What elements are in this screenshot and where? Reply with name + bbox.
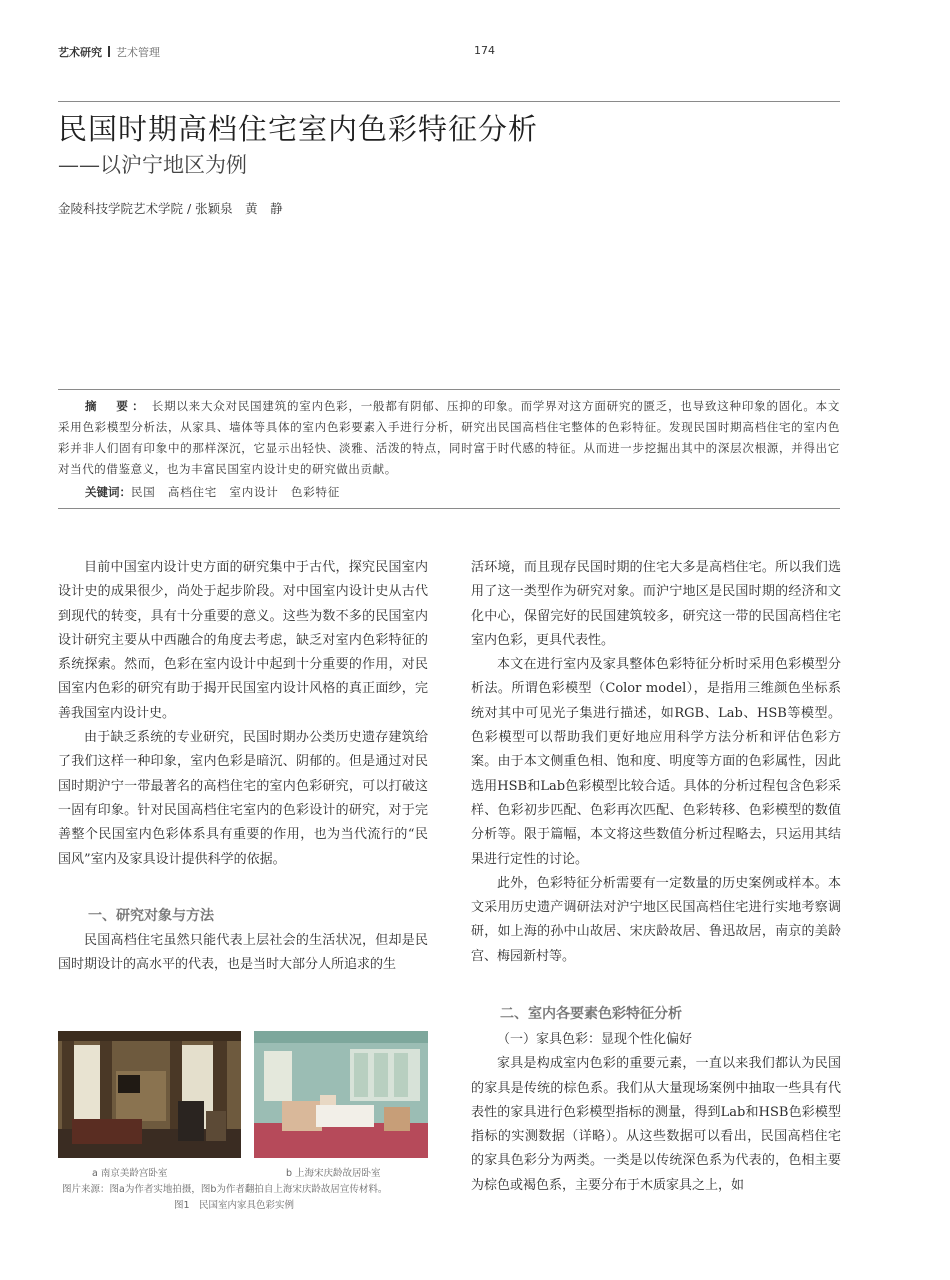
- header-divider: [108, 46, 110, 57]
- bedroom-photo-b: [254, 1031, 428, 1158]
- journal-subsection: 艺术管理: [116, 46, 160, 59]
- keywords: [85, 484, 340, 500]
- running-header: [58, 44, 160, 60]
- journal-section: 艺术研究: [58, 46, 102, 59]
- paragraph: 由于缺乏系统的专业研究，民国时期办公类历史遗存建筑给了我们这样一种印象，室内色彩是暗沉、阴郁的。但是通过对民国时期沪宁一带最著名的高档住宅的室内色彩研究，可以打破这一固有印象。针对民国高档住宅室内的色彩设计的研究，对于完善整个民国室内色彩体系具有重要的作用，也为当代流行的“民国风”室内及家具设计提供科学的依据。: [58, 730, 428, 867]
- article-title: 民国时期高档住宅室内色彩特征分析: [58, 112, 539, 146]
- paragraph: 家具是构成室内色彩的重要元素，一直以来我们都认为民国的家具是传统的棕色系。我们从大量现场案例中抽取一些具有代表性的家具进行色彩模型指标的测量，得到Lab和HSB色彩模型指标的实测数据（详略）。从这些数据可以看出，民国高档住宅的家具色彩分为两类。一类是以传统深色系为代表的，色相主要为棕色或褐色系，主要分布于木质家具之上，如: [471, 1056, 841, 1193]
- keywords-label: 关键词：: [85, 485, 131, 499]
- subsection-heading: （一）家具色彩：显现个性化偏好: [497, 1032, 693, 1047]
- paragraph: 活环境，而且现存民国时期的住宅大多是高档住宅。所以我们选用了这一类型作为研究对象。而沪宁地区是民国时期的经济和文化中心，保留完好的民国建筑较多，研究这一带的民国高档住宅室内色彩，更具代表性。: [471, 560, 841, 648]
- figure-source: 图片来源：图a为作者实地拍摄，图b为作者翻拍自上海宋庆龄故居宣传材料。: [62, 1184, 388, 1195]
- section-heading: 一、研究对象与方法: [88, 908, 214, 924]
- abstract-label: 摘 要：: [85, 399, 148, 413]
- paragraph: 民国高档住宅虽然只能代表上层社会的生活状况，但却是民国时期设计的高水平的代表，也是当时大部分人所追求的生: [58, 933, 428, 973]
- paragraph: 目前中国室内设计史方面的研究集中于古代，探究民国室内设计史的成果很少，尚处于起步阶段。对中国室内设计史从古代到现代的转变，具有十分重要的意义。这些为数不多的民国室内设计研究主要从中西融合的角度去考虑，缺乏对室内色彩特征的系统探索。然而，色彩在室内设计中起到十分重要的作用，对民国室内色彩的研究有助于揭开民国室内设计风格的真正面纱，完善我国室内设计史。: [58, 560, 428, 721]
- paragraph: 此外，色彩特征分析需要有一定数量的历史案例或样本。本文采用历史遗产调研法对沪宁地区民国高档住宅进行实地考察调研，如上海的孙中山故居、宋庆龄故居、鲁迅故居，南京的美龄宫、梅园新村等。: [471, 875, 841, 964]
- body-column-right-cont: [471, 1028, 841, 1198]
- body-column-right: [471, 556, 841, 969]
- bedroom-photo-a: [58, 1031, 241, 1158]
- abstract: [58, 396, 840, 480]
- page-number: 174: [474, 44, 495, 57]
- abstract-box: [58, 389, 840, 509]
- abstract-text: 长期以来大众对民国建筑的室内色彩，一般都有阴郁、压抑的印象。而学界对这方面研究的匮乏，也导致这种印象的固化。本文采用色彩模型分析法，从家具、墙体等具体的室内色彩要素入手进行分析，研究出民国高档住宅整体的色彩特征。发现民国时期高档住宅的室内色彩并非人们固有印象中的那样深沉，它显示出轻快、淡雅、活泼的特点，同时富于时代感的特征。从而进一步挖掘出其中的深层次根源，并得出它对当代的借鉴意义，也为丰富民国室内设计史的研究做出贡献。: [58, 399, 841, 476]
- body-column-left-cont: [58, 929, 428, 978]
- paragraph: 本文在进行室内及家具整体色彩特征分析时采用色彩模型分析法。所谓色彩模型（Color model），是指用三维颜色坐标系统对其中可见光子集进行描述，如RGB、Lab、HSB等模型。色彩模型可以帮助我们更好地应用科学方法分析和评估色彩方案。由于本文侧重色相、饱和度、明度等方面的色彩属性，因此选用HSB和Lab色彩模型比较合适。具体的分析过程包含色彩采样、色彩初步匹配、色彩再次匹配、色彩转移、色彩模型的数值分析等。限于篇幅，本文将这些数值分析过程略去，只运用其结果进行定性的讨论。: [471, 657, 841, 867]
- body-column-left: [58, 556, 428, 872]
- figure-photo-b: [254, 1031, 428, 1158]
- caption-b: b 上海宋庆龄故居卧室: [286, 1168, 381, 1179]
- figure-label: 图1 民国室内家具色彩实例: [174, 1200, 295, 1211]
- keywords-text: 民国 高档住宅 室内设计 色彩特征: [131, 485, 341, 499]
- article-subtitle: ——以沪宁地区为例: [58, 153, 247, 177]
- figure-photo-a: [58, 1031, 241, 1158]
- header-rule: [58, 101, 840, 102]
- caption-a: a 南京美龄宫卧室: [92, 1168, 168, 1179]
- section-heading: 二、室内各要素色彩特征分析: [500, 1006, 682, 1022]
- authors-line: 金陵科技学院艺术学院 / 张颖泉 黄 静: [58, 201, 283, 216]
